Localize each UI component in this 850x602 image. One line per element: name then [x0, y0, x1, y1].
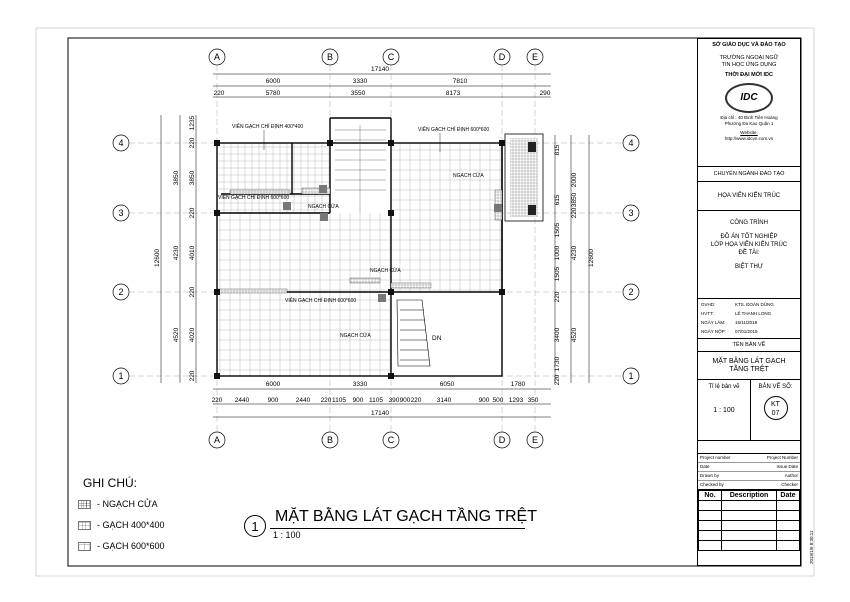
dim-bottom: 900 — [352, 397, 364, 404]
grid-label: 4 — [118, 138, 124, 148]
dim-right: 615 — [554, 194, 561, 206]
grid-label: C — [387, 52, 395, 62]
dim-right: 220 — [554, 291, 561, 303]
meta-key: Project number — [700, 455, 731, 460]
gvhd-label: GVHD: — [701, 302, 716, 307]
grid-bubbles-bottom — [209, 432, 543, 448]
sheet-no-cell — [751, 380, 800, 440]
dim-left: 4010 — [189, 245, 196, 261]
dim-top: 7810 — [452, 78, 468, 85]
sheet-frame — [68, 38, 801, 566]
sheet-name-1: MẶT BẰNG LÁT GẠCH — [712, 358, 786, 365]
date-submit-value: 07/01/2019 — [735, 329, 758, 334]
dim-bottom: 220 — [211, 397, 223, 404]
dim-left: 4230 — [173, 245, 180, 261]
door-sill — [217, 289, 287, 293]
dim-right: 815 — [554, 144, 561, 156]
dim-bottom: 900 — [399, 397, 411, 404]
dim-bottom: 3330 — [352, 381, 368, 388]
room-600-tiles-right — [391, 143, 502, 292]
dim-right: 220 — [554, 374, 561, 386]
grid-label: 1 — [628, 371, 634, 381]
note-door-2: NGẠCH CỬA — [453, 173, 484, 179]
dim-right: 220 — [571, 207, 578, 219]
dim-bottom: 2440 — [295, 397, 311, 404]
legend-swatch-600 — [78, 542, 91, 551]
dim-bottom: 6000 — [265, 381, 281, 388]
project-line-1: ĐỒ ÁN TỐT NGHIỆP — [720, 234, 778, 240]
grid-label: D — [498, 435, 506, 445]
org-section — [698, 39, 800, 167]
dim-bottom: 6050 — [439, 381, 455, 388]
room-400-tiles — [217, 143, 330, 213]
blank-row — [698, 441, 800, 454]
dim-bottom: 1293 — [508, 397, 524, 404]
meta-value: Project Number — [766, 455, 798, 460]
grid-label: A — [213, 52, 221, 62]
dim-bottom: 3140 — [436, 397, 452, 404]
grid-label: A — [213, 435, 221, 445]
ratio-section — [698, 380, 800, 441]
org-line-1: SỞ GIÁO DỤC VÀ ĐÀO TẠO — [712, 42, 786, 48]
dim-right: 1505 — [554, 222, 561, 238]
balcony-column — [528, 205, 536, 215]
dim-left: 3850 — [173, 170, 180, 186]
dept-value: HỌA VIÊN KIẾN TRÚC — [698, 182, 800, 211]
project-section — [698, 211, 800, 299]
dim-bottom: 1780 — [510, 381, 526, 388]
door-sill — [391, 283, 431, 288]
dim-top: 5780 — [265, 90, 281, 97]
dim-left-total: 12600 — [154, 248, 161, 268]
balcony-column — [528, 142, 536, 152]
dim-bottom: 390 — [388, 397, 400, 404]
sheet-no-badge — [764, 396, 788, 420]
dim-bottom: 900 — [267, 397, 279, 404]
grid-label: 2 — [118, 287, 124, 297]
dim-bottom: 500 — [492, 397, 504, 404]
door-sill — [230, 190, 290, 194]
bottom-dimensions — [212, 381, 539, 417]
grid-label: 1 — [118, 371, 124, 381]
grid-label: 3 — [118, 208, 124, 218]
drawing-scale: 1 : 100 — [273, 530, 301, 540]
dim-left: 220 — [189, 207, 196, 219]
legend-title: GHI CHÚ: — [83, 476, 137, 490]
address-line-2: Phường Đa Kao Quận 1 — [724, 121, 774, 126]
legend-item-400: - GẠCH 400*400 — [97, 520, 165, 530]
project-line-2: LỚP HỌA VIÊN KIẾN TRÚC — [710, 242, 788, 248]
dept-label: CHUYÊN NGÀNH ĐÀO TẠO — [698, 167, 800, 182]
dim-right: 1505 — [554, 266, 561, 282]
timestamp-stamp — [801, 512, 814, 564]
topic-label: ĐỀ TÀI: — [738, 250, 760, 256]
grid-label: D — [498, 52, 506, 62]
meta-value: Issue Date — [776, 464, 798, 469]
address-line-1: Địa chỉ : 40 Đinh Tiên Hoàng — [720, 115, 778, 120]
dim-right: 3850 — [571, 192, 578, 208]
idc-logo: IDC — [725, 83, 773, 113]
legend-swatch-400 — [78, 521, 91, 530]
dim-bottom: 220 — [320, 397, 332, 404]
dim-top: 290 — [539, 90, 551, 97]
meta-key: Drawn by — [700, 473, 720, 478]
rev-header-date: Date — [777, 491, 800, 501]
gvhd-value: KTS. ĐOÀN DŨNG — [735, 302, 774, 307]
dim-bottom: 1105 — [332, 397, 346, 404]
grid-bubbles-left — [113, 135, 129, 384]
dim-left: 4020 — [189, 327, 196, 343]
dim-bottom: 900 — [478, 397, 490, 404]
dim-left: 220 — [189, 286, 196, 298]
dim-left: 220 — [189, 137, 196, 149]
dim-right: 4520 — [571, 327, 578, 343]
grid-bubbles-top — [209, 49, 543, 65]
sheet-label: TÊN BẢN VẼ — [698, 339, 800, 352]
dim-left: 220 — [189, 370, 196, 382]
meta-key: Date — [700, 464, 710, 469]
door-sill — [350, 278, 380, 283]
org-line-3: TIN HỌC ỨNG DỤNG — [721, 62, 777, 68]
grid-label: 2 — [628, 287, 634, 297]
date-start-value: 15/11/2018 — [735, 320, 758, 325]
dim-top: 6000 — [265, 78, 281, 85]
grid-label: E — [531, 52, 539, 62]
date-submit-label: NGÀY NỘP: — [701, 329, 726, 334]
dim-top: 220 — [213, 90, 225, 97]
meta-value: Checker — [781, 482, 798, 487]
dim-bottom: 350 — [527, 397, 539, 404]
legend-swatch-sill — [78, 500, 91, 509]
note-dn: DN — [432, 335, 442, 342]
note-tile-600-mid: VIÊN GẠCH CHỈ ĐỊNH 600*600 — [285, 298, 357, 304]
ratio-label: Tỉ lệ bản vẽ — [708, 384, 740, 390]
note-tile-600-left: VIÊN GẠCH CHỈ ĐỊNH 600*600 — [218, 195, 290, 201]
dim-right-total: 12600 — [588, 248, 595, 268]
dim-top: 3550 — [350, 90, 366, 97]
sheet-name-section — [698, 352, 800, 380]
drawing-number: 1 — [244, 515, 266, 537]
grid-label: E — [531, 435, 539, 445]
legend-item-sill: - NGẠCH CỬA — [97, 499, 158, 509]
floor-plan — [214, 118, 543, 379]
rev-header-no: No. — [699, 491, 722, 501]
dim-bottom: 220 — [410, 397, 422, 404]
dim-top: 3330 — [352, 78, 368, 85]
hvtt-label: HVTT: — [701, 311, 714, 316]
note-tile-600: VIÊN GẠCH CHỈ ĐỊNH 600*600 — [418, 127, 490, 133]
meta-value: Author — [784, 473, 798, 478]
grid-label: 3 — [628, 208, 634, 218]
org-line-2: TRƯỜNG NGOẠI NGỮ — [719, 55, 779, 61]
entry-stair — [397, 300, 430, 366]
top-dimensions — [214, 66, 551, 97]
topic-value: BIỆT THỰ — [735, 264, 763, 270]
dim-right: 1730 — [554, 356, 561, 372]
drawing-title: MẶT BẰNG LÁT GẠCH TẦNG TRỆT — [275, 508, 537, 525]
dim-right: 3400 — [554, 327, 561, 343]
note-tile-400: VIÊN GẠCH CHỈ ĐỊNH 400*400 — [232, 124, 304, 130]
dim-bottom: 2440 — [234, 397, 250, 404]
dim-bottom-total: 17140 — [370, 410, 390, 417]
sheet-no-2: 07 — [771, 410, 780, 417]
left-dimensions — [154, 115, 196, 381]
grid-bubbles-right — [623, 135, 639, 384]
rev-header-description: Description — [722, 491, 777, 501]
title-underline — [270, 528, 525, 529]
grid-label: B — [326, 435, 334, 445]
title-block — [697, 38, 801, 566]
revision-table — [698, 490, 800, 551]
dim-left: 4520 — [173, 327, 180, 343]
note-door-3: NGẠCH CỬA — [370, 268, 401, 274]
meta-section — [698, 454, 800, 490]
org-line-4: THỜI ĐẠI MỚI IDC — [725, 72, 773, 78]
dim-left: 1235 — [189, 115, 196, 131]
date-start-label: NGÀY LÀM: — [701, 320, 726, 325]
note-door-1: NGẠCH CỬA — [308, 204, 339, 210]
project-label: CÔNG TRÌNH — [730, 220, 768, 226]
ratio-value: 1 : 100 — [713, 407, 735, 414]
sheet-name-2: TẦNG TRỆT — [729, 366, 769, 373]
dim-top: 8173 — [445, 90, 461, 97]
sheet-no-label: BẢN VẼ SỐ: — [758, 384, 793, 390]
dim-right: 4230 — [571, 245, 578, 261]
grid-label: 4 — [628, 138, 634, 148]
meta-key: Checked by — [700, 482, 724, 487]
dim-bottom: 1105 — [369, 397, 383, 404]
dim-left: 3850 — [189, 170, 196, 186]
stair-area — [330, 125, 391, 213]
people-section — [698, 299, 800, 339]
timestamp-text: 2019/1/6 8:30:11 — [809, 530, 814, 564]
legend-item-600: - GẠCH 600*600 — [97, 541, 165, 551]
ratio-cell — [698, 380, 751, 440]
grid-label: C — [387, 435, 395, 445]
dim-right: 1000 — [554, 245, 561, 261]
website-url[interactable]: http://www.idcvn.com.vn — [724, 136, 774, 141]
sheet-no-1: KT — [771, 401, 780, 408]
grid-label: B — [326, 52, 334, 62]
hvtt-value: LÊ THANH LONG — [735, 311, 772, 316]
note-door-4: NGẠCH CỬA — [340, 333, 371, 339]
website-label: Website: — [740, 130, 758, 135]
dim-right: 2000 — [571, 172, 578, 188]
dim-top-total: 17140 — [370, 66, 390, 73]
